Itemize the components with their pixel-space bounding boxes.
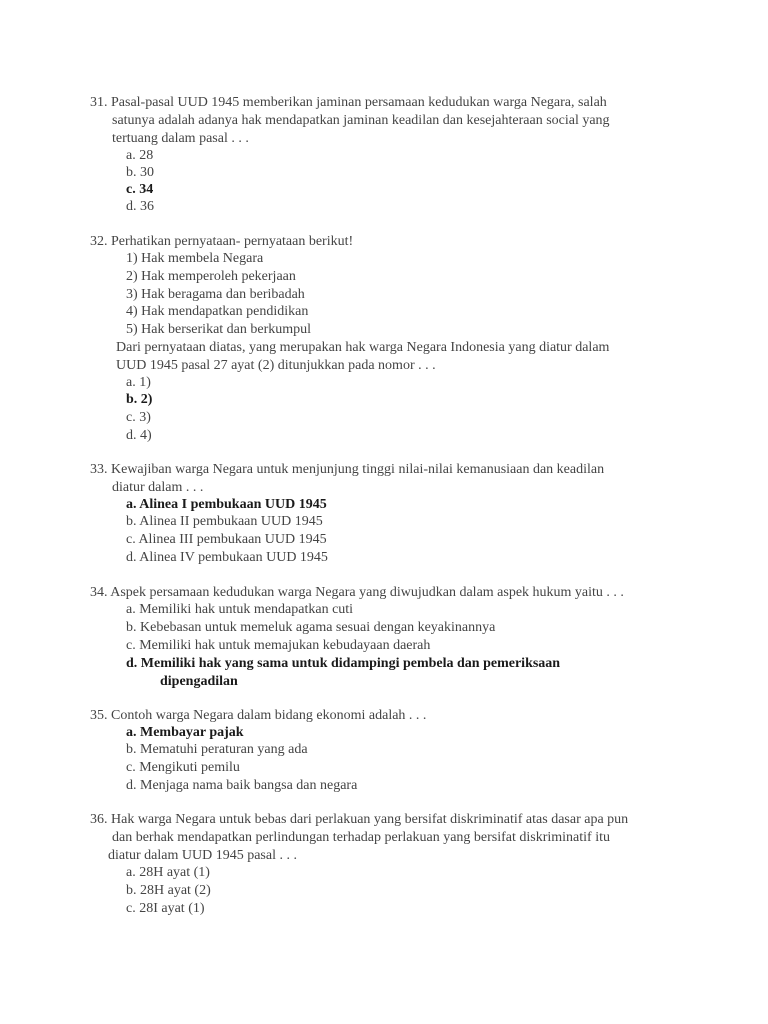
question-32-statement-5: 5) Hak berserikat dan berkumpul xyxy=(126,322,312,337)
question-31-option-a: a. 28 xyxy=(126,148,154,163)
question-32-stem-after-line-2: UUD 1945 pasal 27 ayat (2) ditunjukkan pada nomor . . . xyxy=(116,358,436,373)
question-34-stem-line-1: 34. Aspek persamaan kedudukan warga Negara yang diwujudkan dalam aspek hukum yaitu . . . xyxy=(90,585,624,600)
question-31-stem-line-3: tertuang dalam pasal . . . xyxy=(112,131,249,146)
question-34-option-a: a. Memiliki hak untuk mendapatkan cuti xyxy=(126,602,354,617)
question-31-option-d: d. 36 xyxy=(126,199,154,214)
question-33-option-a-answer: a. Alinea I pembukaan UUD 1945 xyxy=(126,497,327,512)
question-32-option-b-answer: b. 2) xyxy=(126,392,153,407)
question-33-option-d: d. Alinea IV pembukaan UUD 1945 xyxy=(126,550,328,565)
question-36-stem-line-3: diatur dalam UUD 1945 pasal . . . xyxy=(108,848,297,863)
question-32-stem-line-1: 32. Perhatikan pernyataan- pernyataan berikut! xyxy=(90,234,354,249)
question-34-option-d-continuation: dipengadilan xyxy=(160,674,238,689)
question-31-option-c-answer: c. 34 xyxy=(126,182,154,197)
question-32-statement-3: 3) Hak beragama dan beribadah xyxy=(126,287,305,302)
question-36-option-c: c. 28I ayat (1) xyxy=(126,901,205,916)
question-36-option-b: b. 28H ayat (2) xyxy=(126,883,211,898)
question-36-option-a: a. 28H ayat (1) xyxy=(126,865,210,880)
question-34-option-c: c. Memiliki hak untuk memajukan kebudayaan daerah xyxy=(126,638,431,653)
question-36-stem-line-1: 36. Hak warga Negara untuk bebas dari perlakuan yang bersifat diskriminatif atas dasar apa pun xyxy=(90,812,629,827)
question-32-option-c: c. 3) xyxy=(126,410,151,425)
question-32-option-a: a. 1) xyxy=(126,375,151,390)
question-31-option-b: b. 30 xyxy=(126,165,154,180)
question-35-option-a-answer: a. Membayar pajak xyxy=(126,725,244,740)
question-32-statement-2: 2) Hak memperoleh pekerjaan xyxy=(126,269,296,284)
question-32-option-d: d. 4) xyxy=(126,428,152,443)
question-33-option-c: c. Alinea III pembukaan UUD 1945 xyxy=(126,532,327,547)
question-35-option-c: c. Mengikuti pemilu xyxy=(126,760,240,775)
question-33-stem-line-1: 33. Kewajiban warga Negara untuk menjunjung tinggi nilai-nilai kemanusiaan dan keadilan xyxy=(90,462,605,477)
question-35-stem-line-1: 35. Contoh warga Negara dalam bidang ekonomi adalah . . . xyxy=(90,708,427,723)
question-31-stem-line-1: 31. Pasal-pasal UUD 1945 memberikan jaminan persamaan kedudukan warga Negara, salah xyxy=(90,95,607,110)
question-33-stem-line-2: diatur dalam . . . xyxy=(112,480,204,495)
question-34-option-d-answer: d. Memiliki hak yang sama untuk didampingi pembela dan pemeriksaan xyxy=(126,656,561,671)
question-32-statement-1: 1) Hak membela Negara xyxy=(126,251,264,266)
question-32-statement-4: 4) Hak mendapatkan pendidikan xyxy=(126,304,309,319)
question-33-option-b: b. Alinea II pembukaan UUD 1945 xyxy=(126,514,323,529)
question-35-option-d: d. Menjaga nama baik bangsa dan negara xyxy=(126,778,358,793)
question-32-stem-after-line-1: Dari pernyataan diatas, yang merupakan hak warga Negara Indonesia yang diatur dalam xyxy=(116,340,610,355)
question-34-option-b: b. Kebebasan untuk memeluk agama sesuai dengan keyakinannya xyxy=(126,620,496,635)
question-36-stem-line-2: dan berhak mendapatkan perlindungan terhadap perlakuan yang bersifat diskriminatif itu xyxy=(112,830,610,845)
question-31-stem-line-2: satunya adalah adanya hak mendapatkan jaminan keadilan dan kesejahteraan social yang xyxy=(112,113,610,128)
question-35-option-b: b. Mematuhi peraturan yang ada xyxy=(126,742,308,757)
